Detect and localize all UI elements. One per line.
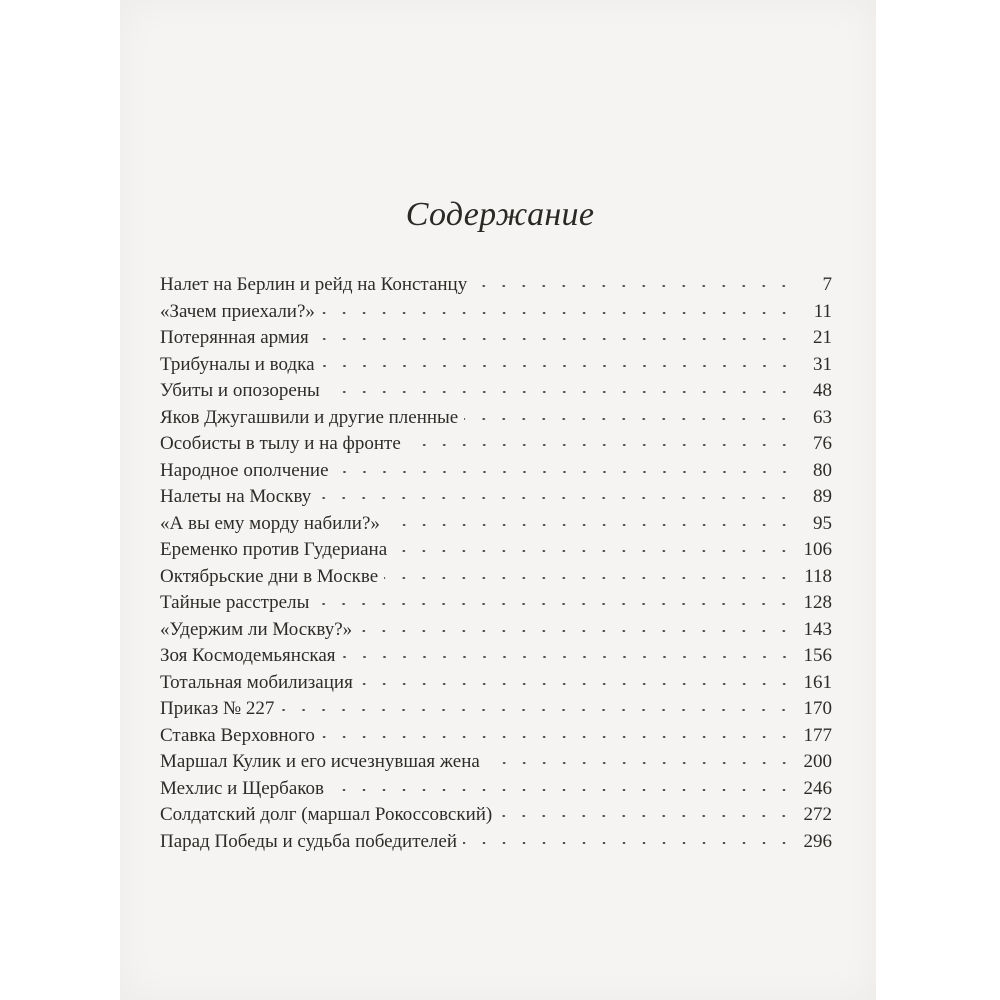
dot-leader: [463, 842, 794, 844]
toc-entry: [160, 619, 832, 646]
toc-entry: [160, 751, 832, 778]
entry-title: Приказ № 227: [160, 698, 275, 719]
dot-leader: [321, 312, 794, 314]
dot-leader: [386, 524, 794, 526]
entry-page-number: 21: [813, 327, 832, 348]
entry-page-number: 80: [813, 459, 832, 481]
toc-entry: [160, 539, 832, 566]
entry-page-number: 11: [813, 300, 832, 322]
entry-title: Солдатский долг (маршал Рокоссовский): [160, 804, 493, 825]
toc-entry: [160, 486, 832, 513]
dot-leader: [317, 497, 794, 499]
entry-page-number: 89: [813, 486, 832, 507]
dot-leader: [384, 577, 794, 579]
toc-entry: [160, 566, 832, 593]
entry-page-number: 272: [803, 804, 832, 825]
entry-title: Особисты в тылу и на фронте: [160, 433, 401, 454]
toc-entry: [160, 804, 832, 831]
entry-page-number: 246: [803, 777, 832, 799]
page-title: Содержание: [405, 196, 595, 233]
dot-leader: [326, 391, 794, 393]
table-of-contents: [160, 274, 832, 857]
entry-page-number: 31: [813, 353, 832, 375]
toc-entry: [160, 645, 832, 672]
toc-entry: [160, 831, 832, 858]
toc-entry: [160, 301, 832, 328]
entry-page-number: 106: [803, 539, 832, 560]
entry-title: Маршал Кулик и его исчезнувшая жена: [160, 751, 480, 772]
dot-leader: [407, 444, 794, 446]
toc-entry: [160, 274, 832, 301]
dot-leader: [359, 683, 794, 685]
entry-page-number: 7: [822, 274, 832, 295]
toc-entry: [160, 592, 832, 619]
entry-title: «Удержим ли Москву?»: [160, 618, 353, 640]
entry-title: Трибуналы и водка: [160, 353, 315, 375]
entry-page-number: 296: [803, 830, 832, 852]
toc-entry: [160, 433, 832, 460]
entry-title: Убиты и опозорены: [160, 380, 320, 401]
entry-page-number: 95: [813, 512, 832, 534]
entry-page-number: 128: [803, 592, 832, 613]
toc-entry: [160, 513, 832, 540]
entry-page-number: 76: [813, 433, 832, 454]
entry-page-number: 48: [813, 380, 832, 401]
entry-page-number: 156: [803, 645, 832, 666]
entry-page-number: 177: [803, 724, 832, 746]
toc-entry: [160, 725, 832, 752]
dot-leader: [321, 365, 794, 367]
entry-title: Мехлис и Щербаков: [160, 777, 325, 799]
entry-page-number: 170: [803, 698, 832, 719]
toc-entry: [160, 327, 832, 354]
entry-page-number: 118: [804, 565, 832, 587]
dot-leader: [358, 630, 794, 632]
entry-title: Ставка Верховного: [160, 724, 315, 746]
entry-title: Тайные расстрелы: [160, 592, 310, 613]
dot-leader: [315, 338, 794, 340]
toc-entry: [160, 698, 832, 725]
entry-page-number: 143: [803, 618, 832, 640]
entry-title: «А вы ему морду набили?»: [160, 512, 380, 534]
entry-title: Потерянная армия: [160, 327, 309, 348]
entry-page-number: 63: [813, 406, 832, 428]
toc-entry: [160, 354, 832, 381]
entry-title: Парад Победы и судьба победителей: [160, 830, 458, 852]
toc-entry: [160, 778, 832, 805]
entry-title: Народное ополчение: [160, 459, 329, 481]
dot-leader: [486, 762, 794, 764]
entry-title: Тотальная мобилизация: [160, 671, 353, 693]
toc-entry: [160, 407, 832, 434]
entry-title: Налеты на Москву: [160, 486, 312, 507]
dot-leader: [280, 709, 794, 711]
dot-leader: [464, 418, 794, 420]
entry-title: «Зачем приехали?»: [160, 300, 315, 322]
entry-page-number: 161: [803, 671, 832, 693]
entry-title: Яков Джугашвили и другие пленные: [160, 406, 459, 428]
toc-entry: [160, 672, 832, 699]
toc-entry: [160, 380, 832, 407]
dot-leader: [330, 789, 794, 791]
entry-title: Октябрьские дни в Москве: [160, 565, 379, 587]
dot-leader: [342, 656, 795, 658]
entry-page-number: 200: [803, 751, 832, 772]
entry-title: Еременко против Гудериана: [160, 539, 388, 560]
dot-leader: [498, 815, 794, 817]
dot-leader: [321, 736, 794, 738]
entry-title: Налет на Берлин и рейд на Констанцу: [160, 274, 468, 295]
dot-leader: [393, 550, 794, 552]
dot-leader: [473, 285, 794, 287]
toc-entry: [160, 460, 832, 487]
dot-leader: [315, 603, 794, 605]
entry-title: Зоя Космодемьянская: [160, 645, 336, 666]
dot-leader: [335, 471, 794, 473]
